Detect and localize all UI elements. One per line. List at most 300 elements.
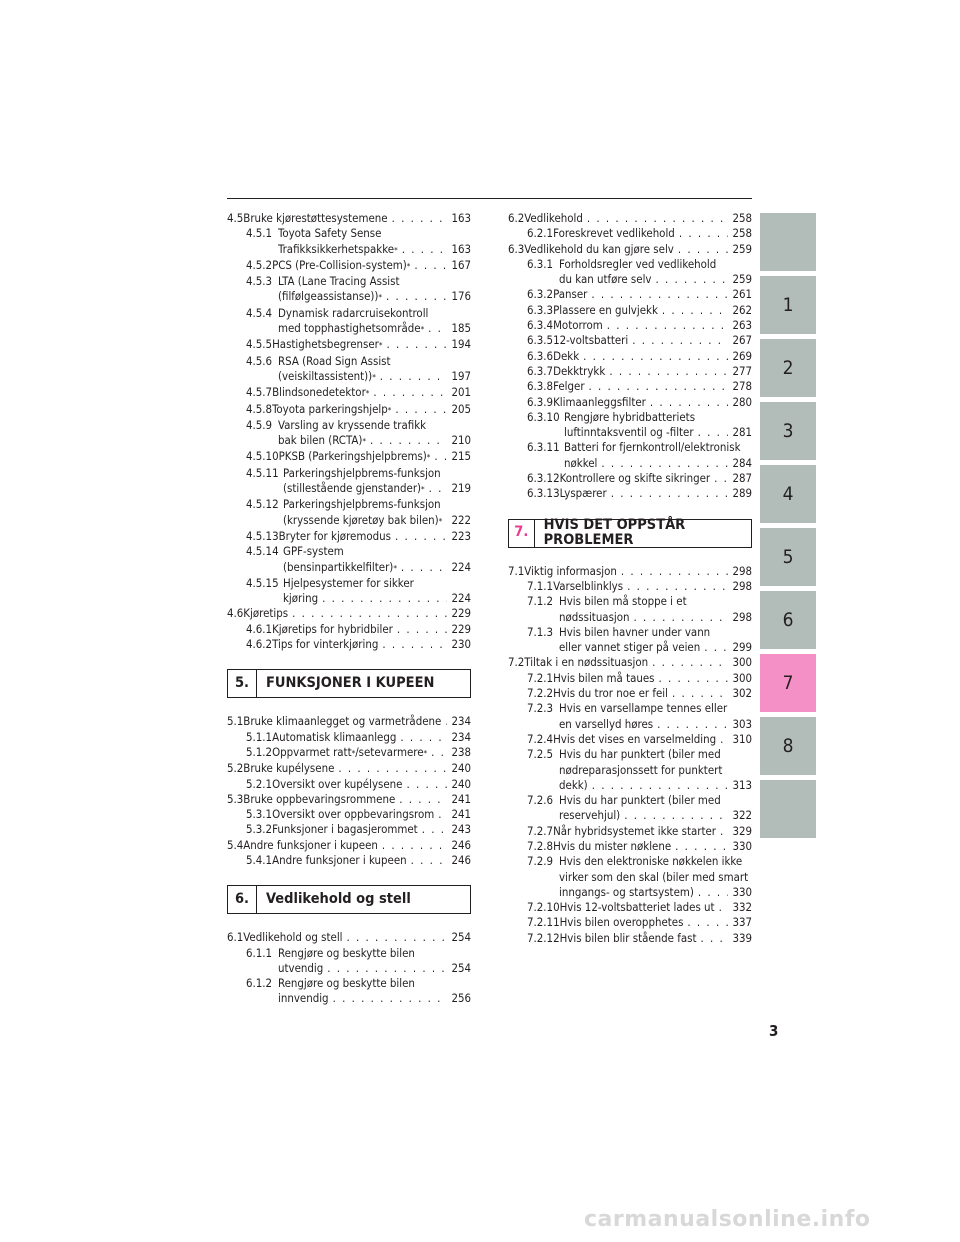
page-ref: 280 (732, 394, 752, 409)
toc-entry[interactable] (227, 946, 471, 977)
toc-entry[interactable] (508, 257, 752, 288)
entry-title: Hvis du tror noe er feil (553, 686, 668, 701)
toc-entry[interactable] (508, 824, 752, 839)
entry-title: Plassere en gulvjekk (553, 302, 658, 317)
toc-entry[interactable] (508, 671, 752, 686)
toc-entry[interactable] (227, 606, 471, 621)
dot-leader (657, 717, 728, 732)
toc-entry[interactable] (508, 732, 752, 747)
section-heading[interactable] (227, 669, 471, 698)
dot-leader (678, 242, 729, 257)
page-ref: 300 (732, 670, 752, 685)
page-ref: 254 (451, 960, 471, 975)
toc-entry[interactable] (227, 529, 471, 544)
entry-number: 7.2.2 (527, 686, 554, 701)
toc-entry[interactable] (227, 792, 471, 807)
entry-title-continued: luftinntaksventil og -filter (564, 425, 694, 440)
dot-leader (621, 564, 729, 579)
entry-title-continued: (stillestående gjenstander) (283, 481, 422, 496)
toc-line (527, 686, 752, 701)
entry-title-continued: dekk) (559, 777, 588, 792)
page-ref: 222 (451, 512, 471, 527)
page-ref: 298 (732, 609, 752, 624)
entry-title: Foreskrevet vedlikehold (553, 226, 675, 241)
asterisk-mark: * (423, 748, 428, 758)
toc-line (246, 976, 471, 991)
toc-entry[interactable] (508, 564, 752, 579)
entry-title: LTA (Lane Tracing Assist (278, 274, 400, 289)
entry-number: 4.5.5 (246, 337, 273, 352)
toc-line (527, 732, 752, 747)
toc-entry[interactable] (508, 686, 752, 701)
dot-leader (704, 640, 728, 655)
page-ref: 234 (451, 714, 471, 729)
toc-column-right (508, 211, 752, 946)
toc-line (527, 885, 752, 900)
entry-number: 6.3.3 (527, 302, 554, 317)
entry-number: 4.5.15 (246, 575, 279, 590)
dot-leader (662, 303, 729, 318)
entry-number: 7.2.11 (527, 915, 560, 930)
entry-title-continued: nødreparasjonssett for punktert (559, 762, 723, 777)
toc-line (527, 625, 752, 640)
entry-title-continued: Trafikksikkerhetspakke (278, 241, 395, 256)
toc-line (527, 440, 752, 455)
toc-line (246, 544, 471, 559)
section-heading[interactable] (227, 885, 471, 914)
dot-leader (720, 732, 728, 747)
toc-line (246, 529, 471, 544)
page-ref: 240 (451, 776, 471, 791)
dot-leader (607, 318, 729, 333)
toc-entry[interactable] (508, 379, 752, 394)
entry-title: Funksjoner i bagasjerommet (272, 822, 418, 837)
entry-title: Kjøretips (243, 606, 289, 621)
dot-leader (698, 885, 729, 900)
dot-leader (634, 610, 729, 625)
entry-number: 7.1.3 (527, 624, 554, 639)
dot-leader (400, 730, 447, 745)
entry-number: 6.3.13 (527, 486, 560, 501)
page-ref: 303 (732, 716, 752, 731)
asterisk-mark: * (372, 372, 376, 382)
toc-entry[interactable] (508, 242, 752, 257)
page-ref: 246 (451, 837, 471, 852)
chapter-tab-8[interactable]: 8 (760, 717, 816, 775)
toc-entry[interactable] (227, 544, 471, 576)
toc-entry[interactable] (508, 579, 752, 594)
toc-line (527, 931, 752, 946)
entry-number: 4.5.10 (246, 449, 279, 464)
entry-title: Hvis bilen havner under vann (559, 624, 711, 639)
chapter-tab-5[interactable]: 5 (760, 528, 816, 586)
entry-title: Hvis bilen må stoppe i et (559, 594, 687, 609)
toc-entry[interactable] (227, 930, 471, 945)
entry-title: Toyota Safety Sense (278, 226, 382, 241)
entry-number: 4.5.13 (246, 528, 279, 543)
toc-entry[interactable] (508, 410, 752, 441)
asterisk-mark: * (393, 563, 397, 573)
asterisk-mark: * (420, 325, 425, 335)
toc-entry[interactable] (508, 471, 752, 486)
toc-entry[interactable] (508, 915, 752, 930)
entry-title-continued: (bensinpartikkelfilter) (283, 559, 394, 574)
toc-line (527, 303, 752, 318)
section-title: HVIS DET OPPSTÅR PROBLEMER (543, 516, 686, 549)
toc-entry[interactable] (508, 349, 752, 364)
page-ref: 281 (732, 425, 752, 440)
entry-number: 4.6 (227, 606, 244, 621)
section-heading[interactable] (508, 516, 752, 549)
entry-title: PKSB (Parkeringshjelpbrems) (278, 449, 427, 464)
page-ref: 330 (732, 884, 752, 899)
toc-entry[interactable] (508, 747, 752, 793)
toc-line (227, 761, 471, 776)
entry-number: 7.2.9 (527, 854, 554, 869)
chapter-tab-7[interactable]: 7 (760, 654, 816, 712)
toc-line (508, 655, 752, 670)
page-ref: 299 (732, 640, 752, 655)
entry-number: 6.3.4 (527, 318, 554, 333)
toc-entry[interactable] (508, 226, 752, 241)
entry-title: Hvis den elektroniske nøkkelen ikke (559, 854, 743, 869)
toc-line (246, 242, 471, 258)
dot-leader (438, 807, 447, 822)
entry-title: Bruke kupélysene (243, 761, 335, 776)
toc-entry[interactable] (227, 777, 471, 792)
toc-line (246, 513, 471, 529)
dot-leader (659, 671, 729, 686)
entry-title-continued: (kryssende kjøretøy bak bilen) (283, 512, 439, 527)
dot-leader (387, 337, 448, 352)
dot-leader (333, 991, 448, 1006)
entry-number: 7.1.2 (527, 594, 554, 609)
toc-line (246, 961, 471, 976)
toc-entry[interactable] (227, 714, 471, 729)
chapter-tab-2[interactable]: 2 (760, 339, 816, 397)
entry-number: 5.1.2 (246, 744, 273, 759)
entry-title: Hvis du har punktert (biler med (559, 793, 721, 808)
dot-leader (431, 745, 447, 760)
toc-column-left (227, 211, 471, 1007)
dot-leader (652, 655, 728, 670)
toc-entry[interactable] (227, 354, 471, 386)
entry-number: 6.3.11 (527, 440, 560, 455)
toc-entry[interactable] (227, 402, 471, 418)
toc-entry[interactable] (508, 333, 752, 348)
entry-title: Forholdsregler ved vedlikehold (559, 256, 717, 271)
toc-line (527, 333, 752, 348)
toc-line (527, 915, 752, 930)
entry-number: 4.5.14 (246, 544, 279, 559)
toc-line (246, 622, 471, 637)
toc-entry[interactable] (508, 625, 752, 656)
entry-number: 7.1 (508, 563, 525, 578)
entry-title-continued: nøkkel (564, 455, 598, 470)
entry-title: Hvis du mister nøklene (553, 838, 672, 853)
toc-line (246, 946, 471, 961)
entry-title: Motorrom (553, 318, 603, 333)
entry-number: 4.5.12 (246, 497, 279, 512)
toc-entry[interactable] (508, 594, 752, 625)
dot-leader (445, 714, 447, 729)
toc-line (246, 745, 471, 761)
entry-title-continued: bak bilen (RCTA) (278, 433, 363, 448)
toc-line (527, 854, 752, 869)
asterisk-mark: * (387, 405, 392, 415)
dot-leader (672, 686, 728, 701)
toc-entry[interactable] (508, 701, 752, 732)
toc-entry[interactable] (227, 637, 471, 652)
toc-line (527, 226, 752, 241)
toc-entry[interactable] (227, 822, 471, 837)
chapter-tab-6[interactable]: 6 (760, 591, 816, 649)
page-ref: 287 (732, 471, 752, 486)
entry-title: Bruke oppbevaringsrommene (243, 791, 396, 806)
watermark: carmanualsonline.info (584, 1207, 871, 1232)
entry-title: Varselblinklys (553, 578, 624, 593)
dot-leader (624, 808, 728, 823)
toc-entry[interactable] (227, 226, 471, 258)
page-ref: 329 (732, 823, 752, 838)
toc-entry[interactable] (508, 303, 752, 318)
dot-leader (414, 258, 447, 273)
dot-leader (632, 333, 728, 348)
entry-title-continued: (veiskiltassistent)) (278, 368, 373, 383)
entry-number: 6.3 (508, 241, 525, 256)
toc-entry[interactable] (227, 337, 471, 353)
page-ref: 263 (732, 318, 752, 333)
toc-line (527, 778, 752, 793)
toc-line (527, 870, 752, 885)
toc-entry[interactable] (508, 931, 752, 946)
entry-title: Parkeringshjelpbrems-funksjon (283, 465, 441, 480)
page-ref: 238 (451, 744, 471, 759)
entry-number: 7.2 (508, 655, 525, 670)
entry-title: Rengjøre og beskytte bilen (278, 976, 415, 991)
toc-entry[interactable] (227, 418, 471, 450)
asterisk-mark: * (362, 437, 366, 447)
entry-title: Kjøretips for hybridbiler (272, 621, 393, 636)
toc-entry[interactable] (227, 466, 471, 498)
dot-leader (395, 402, 447, 417)
dot-leader (679, 226, 729, 241)
toc-line (227, 606, 471, 621)
entry-number: 6.2.1 (527, 226, 554, 241)
toc-entry[interactable] (227, 385, 471, 401)
toc-entry[interactable] (227, 622, 471, 637)
dot-leader (698, 425, 729, 440)
entry-title-continued: inngangs- og startsystem) (559, 884, 694, 899)
toc-entry[interactable] (508, 364, 752, 379)
entry-number: 5.2.1 (246, 776, 273, 791)
toc-line (527, 824, 752, 839)
toc-line (246, 466, 471, 481)
page-ref: 300 (732, 655, 752, 670)
page-ref: 241 (451, 807, 471, 822)
page-ref: 258 (732, 211, 752, 225)
entry-number: 4.5.11 (246, 465, 279, 480)
toc-entry[interactable] (227, 274, 471, 306)
dot-leader (382, 637, 447, 652)
entry-title: Varsling av kryssende trafikk (278, 417, 427, 432)
entry-number: 4.6.1 (246, 621, 273, 636)
entry-title: Rengjøre og beskytte bilen (278, 945, 415, 960)
entry-title: PCS (Pre-Collision-system) (272, 257, 407, 272)
toc-entry[interactable] (508, 655, 752, 670)
dot-leader (675, 839, 728, 854)
toc-entry[interactable] (227, 449, 471, 465)
page-ref: 224 (451, 559, 471, 574)
entry-number: 6.3.12 (527, 471, 560, 486)
toc-line (508, 211, 752, 226)
entry-number: 4.5.8 (246, 401, 273, 416)
toc-entry[interactable] (227, 807, 471, 822)
entry-title: Oversikt over oppbevaringsrom (272, 807, 435, 822)
page-ref: 256 (451, 991, 471, 1006)
toc-entry[interactable] (227, 976, 471, 1007)
entry-number: 6.3.8 (527, 379, 554, 394)
entry-number: 5.4.1 (246, 852, 273, 867)
page-ref: 259 (732, 241, 752, 256)
chapter-tabs (760, 213, 816, 843)
toc-line (527, 287, 752, 302)
entry-number: 5.1 (227, 714, 244, 729)
entry-title: Hvis bilen må taues (553, 670, 655, 685)
entry-number: 4.6.2 (246, 637, 273, 652)
entry-title: Rengjøre hybridbatteriets (564, 409, 696, 424)
toc-line (527, 379, 752, 394)
entry-title: Oppvarmet ratt (272, 744, 352, 759)
toc-line (246, 853, 471, 868)
entry-number: 6.3.9 (527, 394, 554, 409)
dot-leader (322, 591, 447, 606)
toc-entry[interactable] (508, 395, 752, 410)
toc-line (527, 471, 752, 486)
toc-entry[interactable] (227, 497, 471, 529)
entry-number: 4.5.6 (246, 353, 273, 368)
entry-title-continued: reservehjul) (559, 808, 621, 823)
page-ref: 302 (732, 686, 752, 701)
page-ref: 185 (451, 321, 471, 336)
entry-number: 5.4 (227, 837, 244, 852)
toc-entry[interactable] (227, 730, 471, 745)
page-ref: 197 (451, 368, 471, 383)
page-ref: 176 (451, 289, 471, 304)
toc-entry[interactable] (227, 211, 471, 226)
toc-entry[interactable] (508, 793, 752, 824)
toc-entry[interactable] (227, 306, 471, 338)
toc-entry[interactable] (508, 486, 752, 501)
asterisk-mark: * (365, 389, 370, 399)
page-ref: 284 (732, 455, 752, 470)
toc-line (527, 701, 752, 716)
page-ref: 243 (451, 822, 471, 837)
page-ref: 246 (451, 852, 471, 867)
entry-number: 5.3.1 (246, 807, 273, 822)
toc-entry[interactable] (227, 258, 471, 274)
page-ref: 163 (451, 211, 471, 225)
entry-title: RSA (Road Sign Assist (278, 353, 391, 368)
toc-line (246, 289, 471, 305)
toc-entry[interactable] (508, 287, 752, 302)
toc-line (527, 318, 752, 333)
toc-line (246, 576, 471, 591)
toc-entry[interactable] (227, 745, 471, 761)
dot-leader (587, 211, 729, 226)
entry-title: Hvis det vises en varselmelding (553, 731, 717, 746)
toc-line (227, 792, 471, 807)
entry-title: Bruke klimaanlegget og varmetrådene (243, 714, 442, 729)
entry-number: 4.5.9 (246, 417, 273, 432)
toc-entry[interactable] (508, 211, 752, 226)
entry-title: Felger (553, 379, 585, 394)
toc-entry[interactable] (227, 853, 471, 868)
chapter-tab-1[interactable]: 1 (760, 276, 816, 334)
section-number: 7. (509, 520, 535, 547)
asterisk-mark: * (438, 516, 443, 526)
toc-line (246, 822, 471, 837)
entry-number: 4.5 (227, 211, 244, 225)
page-ref: 210 (451, 433, 471, 448)
entry-title: Hvis en varsellampe tennes eller (559, 701, 728, 716)
toc-line (527, 747, 752, 762)
asterisk-mark: * (426, 453, 431, 463)
toc-entry[interactable] (508, 900, 752, 915)
toc-entry[interactable] (227, 576, 471, 607)
toc-entry[interactable] (227, 761, 471, 776)
dot-leader (583, 349, 728, 364)
toc-line (527, 257, 752, 272)
entry-number: 5.3.2 (246, 822, 273, 837)
top-rule (227, 198, 752, 199)
dot-leader (347, 930, 448, 945)
entry-number: 4.5.2 (246, 257, 273, 272)
toc-entry[interactable] (508, 854, 752, 900)
entry-title: Vedlikehold (524, 211, 583, 225)
toc-line (527, 610, 752, 625)
dot-leader (382, 838, 448, 853)
chapter-tab-4[interactable]: 4 (760, 465, 816, 523)
entry-title: Oversikt over kupélysene (272, 776, 403, 791)
entry-title-continued: eller vannet stiger på veien (559, 640, 701, 655)
toc-line (246, 433, 471, 449)
toc-entry[interactable] (508, 318, 752, 333)
page-ref: 339 (732, 930, 752, 945)
page-ref: 194 (451, 337, 471, 352)
entry-title-continued: nødssituasjon (559, 609, 630, 624)
toc-entry[interactable] (508, 440, 752, 471)
page-ref: 215 (451, 449, 471, 464)
asterisk-mark: * (378, 341, 383, 351)
dot-leader (402, 242, 448, 257)
page-ref: 205 (451, 401, 471, 416)
toc-line (246, 258, 471, 274)
toc-line (527, 717, 752, 732)
toc-entry[interactable] (227, 838, 471, 853)
entry-number: 5.3 (227, 791, 244, 806)
entry-title: Hvis 12-voltsbatteriet lades ut (559, 900, 715, 915)
chapter-tab-3[interactable]: 3 (760, 402, 816, 460)
toc-line (246, 369, 471, 385)
page-ref: 262 (732, 302, 752, 317)
page-ref: 240 (451, 761, 471, 776)
page-ref: 163 (451, 241, 471, 256)
toc-entry[interactable] (508, 839, 752, 854)
dot-leader (373, 385, 447, 400)
toc-line (246, 402, 471, 418)
entry-title-continued: virker som den skal (biler med smart (559, 869, 749, 884)
